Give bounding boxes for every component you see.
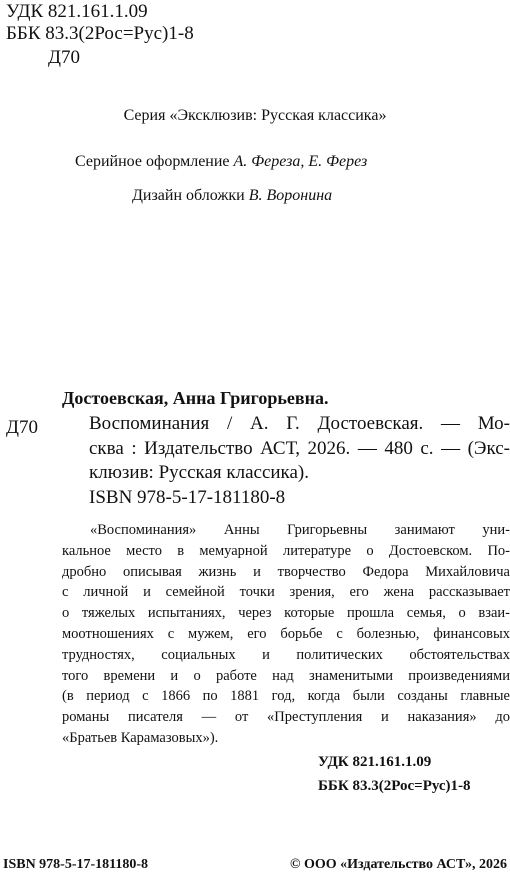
series-design-credit <box>75 153 367 171</box>
udk-code: УДК 821.161.1.09 <box>6 1 148 22</box>
annotation-line: дробно описывая жизнь и творчество Федора Михайловича <box>62 563 510 580</box>
footer-isbn: ISBN 978-5-17-181180-8 <box>3 857 149 872</box>
annotation-line: романы писателя — от «Преступления и наказания» до <box>62 709 510 726</box>
record-author-sign: Д70 <box>6 417 38 438</box>
footer-udk-code: УДК 821.161.1.09 <box>318 754 432 770</box>
cover-design-label: Дизайн обложки <box>132 187 245 204</box>
series-design-label: Серийное оформление <box>75 153 230 170</box>
annotation-line: того времени и о работе над знаменитыми произведениями <box>62 667 510 684</box>
bib-line: клюзив: Русская классика). <box>89 462 310 483</box>
bbk-code: ББК 83.3(2Рос=Рус)1-8 <box>6 23 194 44</box>
annotation-line: кальное место в мемуарной литературе о Достоевском. По- <box>62 542 510 559</box>
cover-design-name: В. Воронина <box>248 187 333 204</box>
annotation-line: «Братьев Карамазовых»). <box>62 729 219 746</box>
series-design-names: А. Фереза, Е. Ферез <box>233 153 368 170</box>
series-title: Серия «Эксклюзив: Русская классика» <box>123 107 387 124</box>
annotation-line: «Воспоминания» Анны Григорьевны занимают уни- <box>90 522 510 538</box>
bibliographic-description <box>89 412 510 486</box>
author-sign: Д70 <box>48 47 80 68</box>
bib-line: Воспоминания / А. Г. Достоевская. — Мо- <box>89 413 510 434</box>
annotation-line: моотношениях с мужем, его борьбе с болезнью, финансовых <box>62 625 510 642</box>
annotation-line: с личной и семейной точки зрения, его жена рассказывает <box>62 584 510 601</box>
bib-line: сква : Издательство АСТ, 2026. — 480 с. — (Экс- <box>89 437 510 459</box>
record-author: Достоевская, Анна Григорьевна. <box>62 388 329 408</box>
annotation-line: (в период с 1866 по 1881 год, когда были созданы главные <box>62 688 510 705</box>
annotation-line: о тяжелых испытаниях, через которые прошла семья, о взаи- <box>62 605 510 622</box>
record-isbn: ISBN 978-5-17-181180-8 <box>89 487 286 508</box>
annotation-line: трудностях, социальных и политических обстоятельствах <box>62 646 510 663</box>
annotation <box>62 520 510 749</box>
footer-bbk-code: ББК 83.3(2Рос=Рус)1-8 <box>318 778 471 794</box>
footer-copyright: © ООО «Издательство АСТ», 2026 <box>289 857 507 872</box>
cover-design-credit <box>132 187 332 205</box>
